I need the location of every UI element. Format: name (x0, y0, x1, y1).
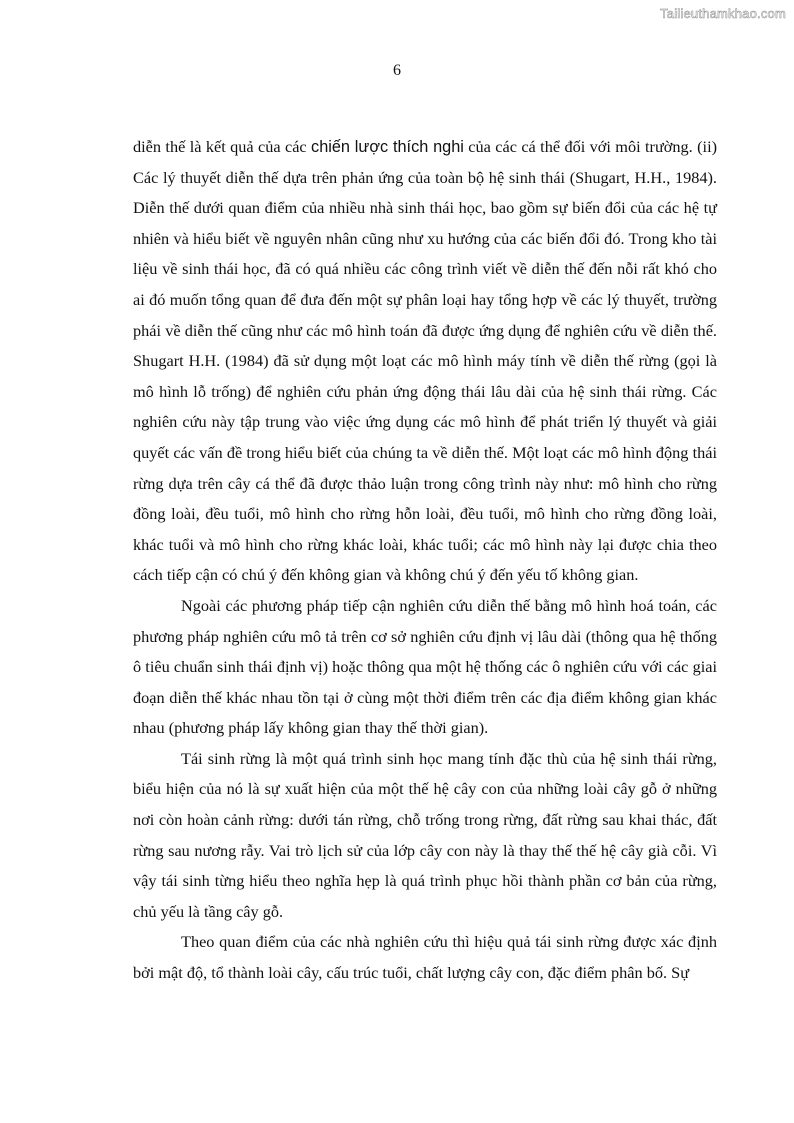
paragraph-1-after: của các cá thể đối với môi trường. (ii) Các lý thuyết diễn thế dựa trên phản ứng của toàn bộ hệ sinh thái (Shugart, H.H., 1984). Diễn thế dưới quan điểm của nhiều nhà sinh thái học, bao gồm sự biến đổi của các hệ tự nhiên và hiểu biết về nguyên nhân cũng như xu hướng của các biến đổi đó. Trong kho tài liệu về sinh thái học, đã có quá nhiều các công trình viết về diễn thế đến nỗi rất khó cho ai đó muốn tổng quan để đưa đến một sự phân loại hay tổng hợp về các lý thuyết, trường phái về diễn thế cũng như các mô hình toán đã được ứng dụng để nghiên cứu về diễn thế. Shugart H.H. (1984) đã sử dụng một loạt các mô hình máy tính về diễn thế rừng (gọi là mô hình lỗ trống) để nghiên cứu phản ứng động thái lâu dài của hệ sinh thái rừng. Các nghiên cứu này tập trung vào việc ứng dụng các mô hình để phát triển lý thuyết và giải quyết các vấn đề trong hiểu biết của chúng ta về diễn thế. Một loạt các mô hình động thái rừng dựa trên cây cá thể đã được thảo luận trong công trình này như: mô hình cho rừng đồng loài, đều tuổi, mô hình cho rừng hỗn loài, đều tuổi, mô hình cho rừng đồng loài, khác tuổi và mô hình cho rừng khác loài, khác tuổi; các mô hình này lại được chia theo cách tiếp cận có chú ý đến không gian và không chú ý đến yếu tố không gian. (133, 137, 718, 585)
paragraph-1-before: diễn thế là kết quả của các (133, 137, 312, 156)
paragraph-2: Ngoài các phương pháp tiếp cận nghiên cứu diễn thế bằng mô hình hoá toán, các phương pháp nghiên cứu mô tả trên cơ sở nghiên cứu định vị lâu dài (thông qua hệ thống ô tiêu chuẩn sinh thái định vị) hoặc thông qua một hệ thống các ô nghiên cứu với các giai đoạn diễn thế khác nhau tồn tại ở cùng một thời điểm trên các địa điểm không gian khác nhau (phương pháp lấy không gian thay thế thời gian). (133, 595, 717, 738)
document-body (133, 132, 717, 989)
paragraph-4: Theo quan điểm của các nhà nghiên cứu thì hiệu quả tái sinh rừng được xác định bởi mật độ, tổ thành loài cây, cấu trúc tuổi, chất lượng cây con, đặc điểm phân bố. Sự (133, 932, 717, 983)
watermark: Tailieuthamkhao.com (660, 6, 786, 21)
paragraph-1-emphasis: chiến lược thích nghi (311, 138, 464, 156)
paragraph-3: Tái sinh rừng là một quá trình sinh học mang tính đặc thù của hệ sinh thái rừng, biểu hiện của nó là sự xuất hiện của một thế hệ cây con của những loài cây gỗ ở những nơi còn hoàn cảnh rừng: dưới tán rừng, chỗ trống trong rừng, đất rừng sau khai thác, đất rừng sau nương rẫy. Vai trò lịch sử của lớp cây con này là thay thế thế hệ cây già cỗi. Vì vậy tái sinh từng hiểu theo nghĩa hẹp là quá trình phục hồi thành phần cơ bản của rừng, chủ yếu là tầng cây gỗ. (133, 748, 717, 921)
paragraph-1 (133, 132, 717, 591)
page-number: 6 (393, 62, 401, 79)
